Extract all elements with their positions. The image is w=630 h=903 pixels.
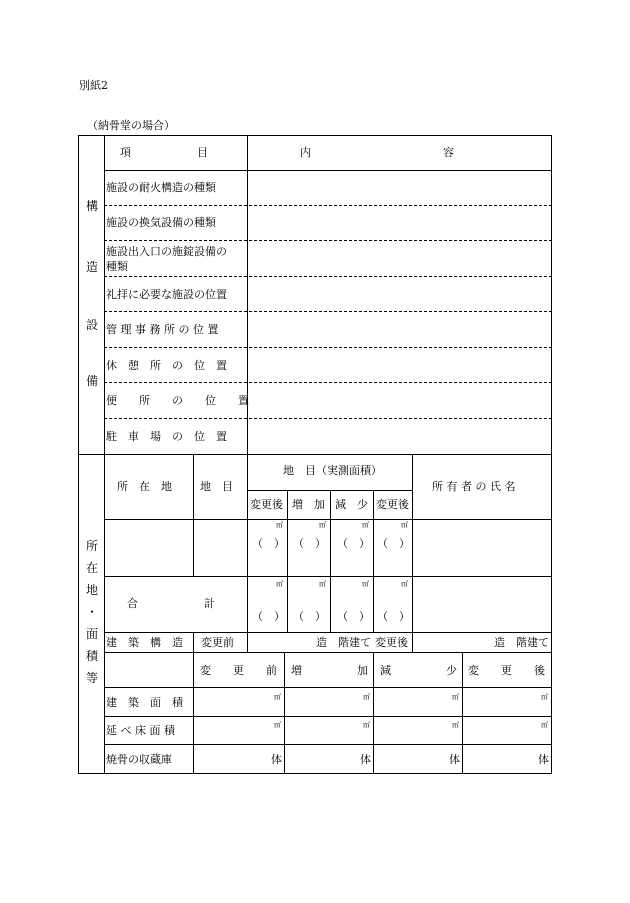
col-changed-after-1: 変更後 (250, 498, 283, 511)
unit-m2: ㎡ (274, 721, 281, 729)
row-rest: 休 憩 所 の 位 置 (106, 359, 227, 372)
paren: （ ） (337, 610, 370, 623)
col-chimoku: 地 目 (200, 480, 233, 493)
col-decrease-wide: 減 少 (380, 664, 457, 677)
paren: （ ） (293, 537, 326, 550)
col-increase-wide: 増 加 (291, 664, 368, 677)
row-ventilation: 施設の換気設備の種類 (106, 216, 216, 229)
col-before-wide: 変 更 前 (200, 664, 277, 677)
paren: （ ） (377, 610, 410, 623)
row-toilet: 便 所 の 位 置 (106, 394, 249, 407)
paren: （ ） (293, 610, 326, 623)
row-office: 管 理 事 務 所 の 位 置 (106, 323, 219, 336)
structure-before: 造 階建て (316, 636, 371, 649)
section-label-location-4: ・ (86, 605, 99, 619)
unit-m2: ㎡ (276, 580, 283, 588)
unit-m2: ㎡ (362, 580, 369, 588)
unit-m2: ㎡ (401, 521, 408, 529)
col-area-group: 地 目（実測面積） (283, 464, 382, 477)
col-increase: 増 加 (292, 498, 325, 511)
subtitle: （納骨堂の場合） (87, 119, 175, 132)
unit-tai: 体 (360, 753, 371, 766)
col-location: 所 在 地 (117, 480, 172, 493)
unit-m2: ㎡ (319, 521, 326, 529)
unit-m2: ㎡ (452, 693, 459, 701)
row-parking: 駐 車 場 の 位 置 (106, 430, 227, 443)
paren: （ ） (252, 610, 285, 623)
row-fireproof: 施設の耐火構造の種類 (106, 181, 216, 194)
unit-m2: ㎡ (401, 580, 408, 588)
paren: （ ） (337, 537, 370, 550)
row-lock-1: 施設出入口の施錠設備の (106, 245, 227, 258)
total-label: 合 計 (127, 597, 215, 610)
col-after-wide: 変 更 後 (468, 664, 545, 677)
section-label-structure-3: 設 (86, 318, 99, 332)
unit-tai: 体 (538, 753, 549, 766)
section-label-location-1: 所 (86, 539, 99, 553)
structure-after: 造 階建て (494, 636, 549, 649)
unit-m2: ㎡ (363, 693, 370, 701)
section-label-structure-4: 備 (86, 374, 99, 388)
unit-m2: ㎡ (541, 721, 548, 729)
after-change-label: 変更後 (375, 636, 408, 649)
col-decrease: 減 少 (335, 498, 368, 511)
col-changed-after-2: 変更後 (376, 498, 409, 511)
floor-area-label: 延 べ 床 面 積 (106, 724, 175, 737)
paren: （ ） (377, 537, 410, 550)
annex-label: 別紙2 (79, 79, 108, 92)
unit-tai: 体 (271, 753, 282, 766)
section-label-location-5: 面 (86, 627, 99, 641)
row-worship: 礼拝に必要な施設の位置 (106, 288, 227, 301)
unit-tai: 体 (449, 753, 460, 766)
header-content: 内 容 (300, 146, 454, 159)
building-area-label: 建 築 面 積 (106, 696, 183, 709)
header-item: 項 目 (120, 146, 208, 159)
unit-m2: ㎡ (452, 721, 459, 729)
section-label-structure-2: 造 (86, 260, 99, 274)
unit-m2: ㎡ (362, 521, 369, 529)
before-change-label: 変更前 (201, 636, 234, 649)
ossuary-label: 焼骨の収蔵庫 (106, 753, 172, 766)
unit-m2: ㎡ (541, 693, 548, 701)
col-owner: 所 有 者 の 氏 名 (432, 480, 516, 493)
paren: （ ） (252, 537, 285, 550)
section-label-location-3: 地 (86, 583, 99, 597)
section-label-structure-1: 構 (86, 199, 99, 213)
building-structure-label: 建 築 構 造 (106, 636, 183, 649)
section-label-location-6: 積 (86, 649, 99, 663)
section-label-location-7: 等 (86, 671, 99, 685)
unit-m2: ㎡ (276, 521, 283, 529)
unit-m2: ㎡ (363, 721, 370, 729)
section-label-location-2: 在 (86, 561, 99, 575)
unit-m2: ㎡ (319, 580, 326, 588)
row-lock-2: 種類 (106, 260, 128, 273)
unit-m2: ㎡ (274, 693, 281, 701)
